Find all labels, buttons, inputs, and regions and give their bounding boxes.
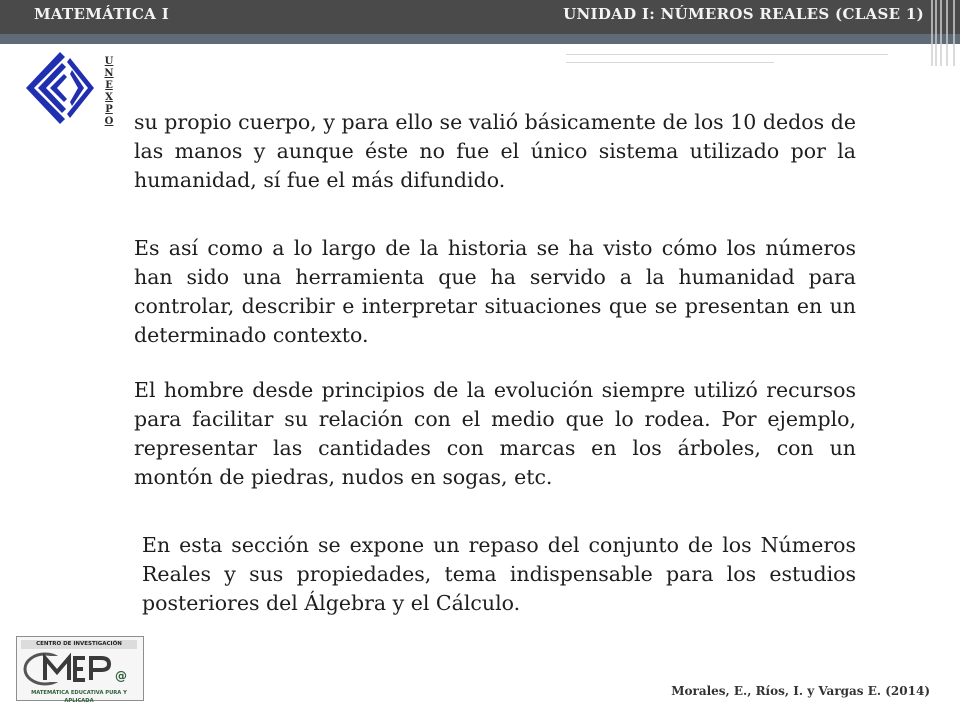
paragraph-history: Es así como a lo largo de la historia se ha visto cómo los números han sido una herramienta que ha servido a la humanidad para controlar, describir e interpretar situaciones que se presentan en un determinado contexto. — [134, 236, 856, 347]
mep-logo-top-text: CENTRO DE INVESTIGACIÓN — [21, 640, 137, 649]
unit-title: UNIDAD I: NÚMEROS REALES (CLASE 1) — [563, 5, 924, 23]
unexpo-letters: UNEXPO — [104, 56, 114, 127]
header-decoration — [930, 0, 960, 70]
header-accent-band — [0, 34, 960, 44]
paragraph-section-intro: En esta sección se expone un repaso del conjunto de los Números Reales y sus propiedades, tema indispensable para los estudios posteriores del Álgebra y el Cálculo. — [142, 533, 856, 615]
header-bar — [0, 0, 960, 34]
mep-logo — [16, 636, 144, 704]
svg-text:@: @ — [115, 669, 127, 683]
paragraph-evolution: El hombre desde principios de la evolución siempre utilizó recursos para facilitar su relación con el medio que lo rodea. Por ejemplo, representar las cantidades con marcas en los árboles, con un montón de piedras, nudos en sogas, etc. — [134, 378, 856, 489]
header-rule-thin — [566, 54, 888, 55]
footer-citation: Morales, E., Ríos, I. y Vargas E. (2014) — [671, 684, 930, 698]
header-rule-short — [566, 62, 774, 63]
mep-logo-icon — [23, 650, 137, 688]
header-rule — [566, 49, 888, 52]
mep-logo-bottom-text: MATEMÁTICA EDUCATIVA PURA Y APLICADA — [31, 690, 127, 704]
paragraph-fingers: su propio cuerpo, y para ello se valió básicamente de los 10 dedos de las manos y aunque éste no fue el único sistema utilizado por la humanidad, sí fue el más difundido. — [134, 110, 856, 192]
unexpo-logo-icon — [20, 48, 100, 128]
course-title: MATEMÁTICA I — [34, 5, 170, 23]
